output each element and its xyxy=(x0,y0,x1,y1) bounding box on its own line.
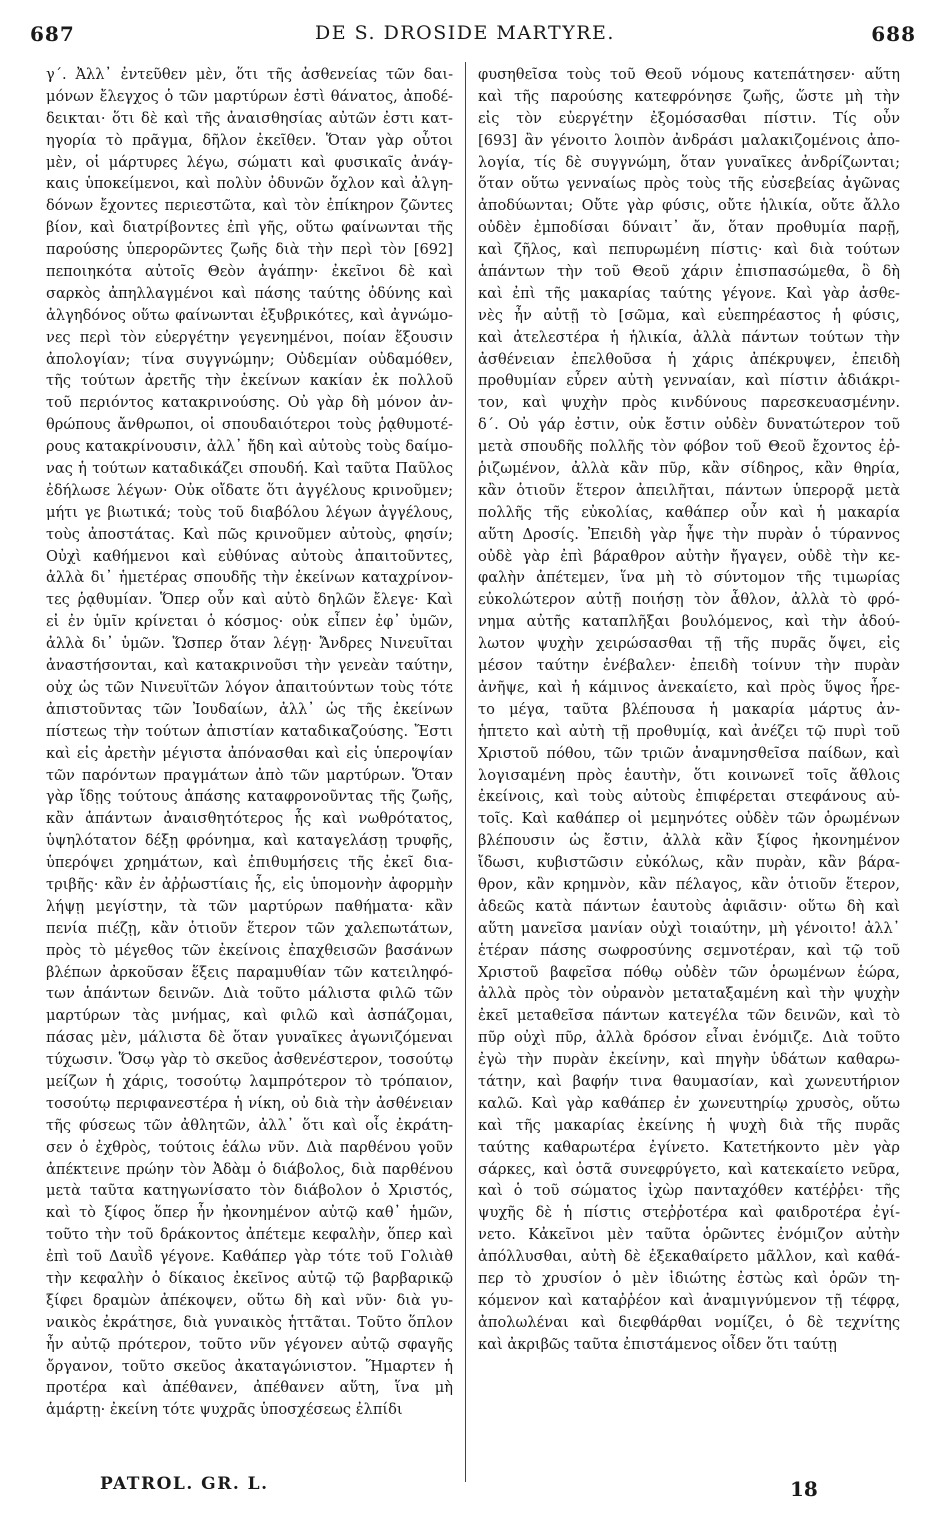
text-line: φαλὴν ἀπέτεμεν, ἵνα μὴ τὸ σύντομον τῆς τιμωρίας xyxy=(478,569,900,587)
text-line: μόνων ἔλεγχος ὁ τῶν μαρτύρων ἐστὶ θάνατος, ἀποδέ- xyxy=(46,87,453,105)
text-line: ἀπιστοῦντας τῶν Ἰουδαίων, ἀλλ᾽ ὡς τῆς ἐκείνων xyxy=(46,700,453,718)
text-line: περ τὸ χρυσίον ὁ μὲν ἰδιώτης ἐστὼς καὶ ὁρῶν τη- xyxy=(478,1269,900,1287)
column-divider xyxy=(465,62,466,1482)
text-line: ἦν αὐτῷ πρότερον, τοῦτο νῦν γέγονεν αὐτῷ σφαγῆς xyxy=(46,1335,453,1353)
text-line: ναικὸς ἐκράτησε, διὰ γυναικὸς ἡττᾶται. Τοῦτο ὅπλον xyxy=(46,1313,453,1331)
text-line: καὶ ἀτελεστέρα ἡ ἡλικία, ἀλλὰ πάντων τούτων τὴν xyxy=(478,328,900,346)
text-line: των ἁπάντων δεινῶν. Διὰ τοῦτο μάλιστα φιλῶ τῶν xyxy=(46,985,453,1003)
text-line: ἀνῆψε, καὶ ἡ κάμινος ἀνεκαίετο, καὶ πρὸς ὕψος ἦρε- xyxy=(478,678,900,696)
text-line: γ΄. Ἀλλ᾽ ἐντεῦθεν μὲν, ὅτι τῆς ἀσθενείας τῶν δαι- xyxy=(46,66,453,83)
text-line: ἀπολωλέναι καὶ διεφθάρθαι νομίζει, ὁ δὲ τεχνίτης xyxy=(478,1313,900,1331)
page-header xyxy=(0,22,930,52)
page-number-left: 687 xyxy=(30,22,75,46)
text-line: ἀπόλλυσθαι, αὐτὴ δὲ ἐξεκαθαίρετο μᾶλλον, καὶ καθά- xyxy=(478,1248,900,1266)
text-line: βλέπων ἀρκοῦσαν ἕξεις παραμυθίαν τῶν κατειληφό- xyxy=(46,963,453,981)
text-line: ἀδεῶς κατὰ πάντων ἑαυτοὺς ἀφιᾶσιν· οὕτω δὴ καὶ xyxy=(478,897,900,915)
text-line: τριβῆς· κἂν ἐν ἀῤῥωστίαις ἧς, εἰς ὑπομονὴν ἀφορμὴν xyxy=(46,875,453,893)
text-line: ἀπέκτεινε πρώην τὸν Ἀδὰμ ὁ διάβολος, διὰ παρθένου xyxy=(46,1160,453,1178)
text-line: τοὺς ἀποστάτας. Καὶ πῶς κρινοῦμεν αὐτοὺς, φησίν; xyxy=(46,525,453,543)
text-line: δ΄. Οὐ γάρ ἐστιν, οὐκ ἔστιν οὐδὲν δυνατώτερον τοῦ xyxy=(478,416,900,434)
text-line: ρους κατακρίνουσιν, ἀλλ᾽ ἤδη καὶ αὐτοὺς τοὺς δαίμο- xyxy=(46,438,453,456)
text-line: τοῦτο τὴν τοῦ δράκοντος ἀπέτεμε κεφαλὴν, ὅπερ καὶ xyxy=(46,1226,453,1244)
text-line: πολλῆς τῆς εὐκολίας, καθάπερ οὖν καὶ ἡ μακαρία xyxy=(478,503,900,521)
text-line: μήτι γε βιωτικά; τοὺς τοῦ διαβόλου λέγων ἀγγέλους, xyxy=(46,503,453,521)
text-line: λογισαμένη πρὸς ἑαυτὴν, ὅτι κοινωνεῖ τοῖς ἄθλοις xyxy=(478,766,900,784)
text-line: ψυχῆς δὲ ἡ πίστις στεῤῥοτέρα καὶ φαιδροτέρα ἐγί- xyxy=(478,1204,900,1222)
text-line: πῦρ οὐχὶ πῦρ, ἀλλὰ δρόσον εἶναι ἐνόμιζε. Διὰ τοῦτο xyxy=(478,1029,900,1047)
text-line: ὑπερόψει χρημάτων, καὶ ἐπιθυμήσεις τῆς ἐκεῖ δια- xyxy=(46,854,453,872)
text-line: ἡπτετο καὶ αὐτὴ τῇ προθυμίᾳ, καὶ ἀνέζει τῷ πυρὶ τοῦ xyxy=(478,722,900,740)
text-line: εἰς τὸν εὐεργέτην ἐξομόσασθαι πίστιν. Τίς οὖν xyxy=(478,109,900,127)
text-line: κἂν ὁτιοῦν ἕτερον ἀπειλῆται, πάντων ὑπερορᾷ μετὰ xyxy=(478,481,900,499)
text-line: καις ὑποκείμενοι, καὶ πολὺν ὀδυνῶν ὄχλον καὶ ἀλγη- xyxy=(46,175,453,193)
text-line: λήψῃ μεγίστην, τὰ τῶν μαρτύρων παθήματα· κἂν xyxy=(46,897,453,915)
text-line: ἀλλὰ πρὸς τὸν οὐρανὸν μεταταξαμένη καὶ τὴν ψυχὴν xyxy=(478,985,900,1003)
text-line: αὕτη Δροσίς. Ἐπειδὴ γὰρ ἧψε τὴν πυρὰν ὁ τύραννος xyxy=(478,525,900,543)
text-line: δεικται· ὅτι δὲ καὶ τῆς ἀναισθησίας αὐτῶν ἐστι κατ- xyxy=(46,109,453,127)
text-line: προτέρα καὶ ἀπέθανεν, ἀπέθανεν αὕτη, ἵνα μὴ xyxy=(46,1379,453,1397)
text-line: ὄργανον, τοῦτο σκεῦος ἀκαταγώνιστον. Ἥμαρτεν ἡ xyxy=(46,1357,453,1375)
text-line: βίον, καὶ διατρίβοντες ἐπὶ γῆς, οὕτω φαίνωνται τῆς xyxy=(46,219,453,237)
text-line: πενία πιέζῃ, κἂν ὁτιοῦν ἕτερον τῶν χαλεπωτάτων, xyxy=(46,919,453,937)
text-line: κόμενον καὶ καταῤῥέον καὶ ἀναμιγνύμενον τῇ τέφρᾳ, xyxy=(478,1291,900,1309)
text-line: λογία, τίς δὲ συγγνώμη, ὅταν γυναῖκες ἀνδρίζωνται; xyxy=(478,153,900,171)
text-line: καὶ τὸ ξίφος ὅπερ ἦν ἠκονημένον αὐτῷ καθ᾽ ἡμῶν, xyxy=(46,1204,453,1222)
text-line: ἁμάρτῃ· ἐκείνη τότε ψυχρᾶς ὑποσχέσεως ἐλπίδι xyxy=(46,1401,403,1419)
text-line: τάτην, καὶ βαφήν τινα θαυμασίαν, καὶ χωνευτήριον xyxy=(478,1072,900,1090)
text-line: ἐπὶ τοῦ Δαυῒδ γέγονε. Καθάπερ γὰρ τότε τοῦ Γολιὰθ xyxy=(46,1248,453,1266)
text-line: ταύτης καθαρωτέρα ἐγίνετο. Κατετήκοντο μὲν γὰρ xyxy=(478,1138,900,1156)
left-text-column xyxy=(46,64,453,1464)
text-line: τες ῥᾳθυμίαν. Ὅπερ οὖν καὶ αὐτὸ δηλῶν ἔλεγε· Καὶ xyxy=(46,591,453,609)
text-line: κἂν ἁπάντων ἀναισθητότερος ἧς καὶ νωθρότατος, xyxy=(46,810,453,828)
text-line: καὶ τῆς μακαρίας ἐκείνης ἡ ψυχὴ διὰ τῆς πυρᾶς xyxy=(478,1116,900,1134)
text-line: ἀσθένειαν ἐπελθοῦσα ἡ χάρις ἀπέκρυψεν, ἐπειδὴ xyxy=(478,350,900,368)
right-text-column xyxy=(478,64,900,1464)
text-line: δόνων ἔχοντες περιεστῶτα, καὶ τὸν ἐπίκηρον ζῶντες xyxy=(46,197,453,215)
text-line: τῶν παρόντων πραγμάτων ἀπὸ τῶν μαρτύρων. Ὅταν xyxy=(46,766,453,784)
text-line: οὐδὲ γὰρ ἐπὶ βάραθρον αὐτὴν ἤγαγεν, οὐδὲ τὴν κε- xyxy=(478,547,900,565)
text-line: Χριστοῦ βαφεῖσα πόθῳ οὐδὲν τῶν ὁρωμένων ἑώρα, xyxy=(478,963,900,981)
text-line: νας ἡ τούτων καταδικάζει σπουδή. Καὶ ταῦτα Παῦλος xyxy=(46,460,453,478)
text-line: νες περὶ τὸν εὐεργέτην γεγενημένοι, ποίαν ἕξουσιν xyxy=(46,328,453,346)
text-line: μαρτύρων τὰς μνήμας, καὶ φιλῶ καὶ ἀσπάζομαι, xyxy=(46,1007,453,1025)
text-line: τῆς τούτων ἀρετῆς τὴν ἐκείνων κακίαν ἐκ πολλοῦ xyxy=(46,372,453,390)
text-line: καὶ ἀκριβῶς ταῦτα ἐπιστάμενος οἶδεν ὅτι ταύτῃ xyxy=(478,1335,837,1353)
text-line: θρον, κἂν κρημνὸν, κἂν πέλαγος, κἂν ὁτιοῦν ἕτερον, xyxy=(478,875,900,893)
text-line: πρὸς τὸ μέγεθος τῶν ἐκείνοις ἐπαχθεισῶν βασάνων xyxy=(46,941,453,959)
text-line: νημα αὐτῆς καταπλῆξαι βουλόμενος, καὶ τὴν ἀδού- xyxy=(478,613,900,631)
text-line: θρώπους ἄνθρωποι, οἱ σπουδαιότεροι τοὺς ῥᾳθυμοτέ- xyxy=(46,416,453,434)
footer-source: PATROL. GR. L. xyxy=(100,1474,269,1494)
text-line: ὑψηλότατον δέξῃ φρόνημα, καὶ καταγελάσῃ τρυφῆς, xyxy=(46,832,453,850)
text-line: ἀποδύωνται; Οὔτε γὰρ φύσις, οὔτε ἡλικία, οὔτε ἄλλο xyxy=(478,197,900,215)
text-line: νὲς ἦν αὐτῇ τὸ [σῶμα, καὶ εὐεπηρέαστος ἡ φύσις, xyxy=(478,306,900,324)
text-line: καὶ ὁ τοῦ σώματος ἰχὼρ πανταχόθεν κατέῤῥει· τῆς xyxy=(478,1182,900,1200)
text-line: καλῶ. Καὶ γὰρ καθάπερ ἐν χωνευτηρίῳ χρυσὸς, οὕτω xyxy=(478,1094,900,1112)
text-line: μετὰ σπουδῆς πολλῆς τὸν φόβον τοῦ Θεοῦ ἔχοντος ἐῤ- xyxy=(478,438,900,456)
text-line: το μέγα, ταῦτα βλέπουσα ἡ μακαρία μάρτυς ἀν- xyxy=(478,700,900,718)
text-line: ῥιζωμένον, ἀλλὰ κἂν πῦρ, κἂν σίδηρος, κἂν θηρία, xyxy=(478,460,900,478)
text-line: μέσον ταύτην ἐνέβαλεν· ἐπειδὴ τοίνυν τὴν πυρὰν xyxy=(478,657,900,675)
text-line: μὲν, οἱ μάρτυρες λέγω, σώματι καὶ φυσικαῖς ἀνάγ- xyxy=(46,153,453,171)
running-title: DE S. DROSIDE MARTYRE. xyxy=(315,22,615,44)
text-line: ἐκεῖ μεταθεῖσα πάντων κατεγέλα τῶν δεινῶν, καὶ τὸ xyxy=(478,1007,900,1025)
text-line: βλέπουσιν ὡς ἔστιν, ἀλλὰ κἂν ξίφος ἠκονημένον xyxy=(478,832,900,850)
text-line: πίστεως τὴν τούτων ἀπιστίαν καταδικαζούσης. Ἔστι xyxy=(46,722,453,740)
text-line: ἀλλὰ δι᾽ ἡμετέρας σπουδῆς τὴν ἐκείνων καταχρίνον- xyxy=(46,569,453,587)
text-line: τον, καὶ ψυχὴν πρὸς κινδύνους παρεσκευασμένην. xyxy=(478,394,900,412)
text-line: τοσούτῳ περιφανεστέρα ἡ νίκη, οὐ διὰ τὴν ἀσθένειαν xyxy=(46,1094,453,1112)
text-line: παρούσης ὑπερορῶντες ζωῆς διὰ τὴν περὶ τὸν [692] xyxy=(46,241,453,259)
text-line: [693] ἂν γένοιτο λοιπὸν ἀνδράσι μαλακιζομένοις ἀπο- xyxy=(478,131,900,149)
text-line: οὐχ ὡς τῶν Νινευϊτῶν λόγον ἀπαιτούντων τοὺς τότε xyxy=(46,678,453,696)
text-line: τοῖς. Καὶ καθάπερ οἱ μεμηνότες οὐδὲν τῶν ὁρωμένων xyxy=(478,810,900,828)
text-line: αὕτη μανεῖσα μανίαν οὐχὶ τοιαύτην, μὴ γένοιτο! ἀλλ᾽ xyxy=(478,919,900,937)
text-line: ἁπάντων τὴν τοῦ Θεοῦ χάριν ἐπισπασώμεθα, ὃ δὴ xyxy=(478,263,900,281)
text-line: ἐγὼ τὴν πυρὰν ἐκείνην, καὶ πηγὴν ὑδάτων καθαρω- xyxy=(478,1051,900,1069)
text-line: πάσας μὲν, μάλιστα δὲ ὅταν γυναῖκες ἀγωνιζόμεναι xyxy=(46,1029,453,1047)
text-line: καὶ ζῆλος, καὶ πεπυρωμένη πίστις· καὶ διὰ τούτων xyxy=(478,241,900,259)
text-line: μετὰ ταῦτα κατηγωνίσατο τὸν διάβολον ὁ Χριστός, xyxy=(46,1182,453,1200)
text-line: Οὐχὶ καθήμενοι καὶ εὐθύνας αὐτοὺς ἀπαιτοῦντες, xyxy=(46,547,453,565)
text-line: ὅταν οὕτω γενναίως πρὸς τοὺς τῆς εὐσεβείας ἀγῶνας xyxy=(478,175,900,193)
text-line: καὶ τῆς παρούσης κατεφρόνησε ζωῆς, ὥστε μὴ τὴν xyxy=(478,87,900,105)
text-line: τοῦ περιόντος κατακρινούσης. Οὐ γὰρ δὴ μόνον ἀν- xyxy=(46,394,453,412)
text-line: ἐδήλωσε λέγων· Οὐκ οἴδατε ὅτι ἀγγέλους κρινοῦμεν; xyxy=(46,481,453,499)
footer-signature: 18 xyxy=(790,1477,818,1501)
text-line: σάρκες, καὶ ὀστᾶ συνεφρύγετο, καὶ κατεκαίετο νεῦρα, xyxy=(478,1160,900,1178)
text-line: σαρκὸς ἀπηλλαγμένοι καὶ πάσης ταύτης ὀδύνης καὶ xyxy=(46,284,453,302)
text-line: οὐδὲν ἐμποδίσαι δύναιτ᾽ ἄν, ὅταν προθυμία παρῇ, xyxy=(478,219,900,237)
text-line: γὰρ ἴδῃς τούτους ἁπάσης καταφρονοῦντας τῆς ζωῆς, xyxy=(46,788,453,806)
text-line: τὴν κεφαλὴν ὁ δίκαιος ἐκεῖνος αὐτῷ τῷ βαρβαρικῷ xyxy=(46,1269,453,1287)
text-line: εἰ ἐν ὑμῖν κρίνεται ὁ κόσμος· οὐκ εἶπεν ἐφ᾽ ὑμῶν, xyxy=(46,613,453,631)
text-line: ἀπολογίαν; τίνα συγγνώμην; Οὐδεμίαν οὐδαμόθεν, xyxy=(46,350,453,368)
text-line: τύχωσιν. Ὅσῳ γὰρ τὸ σκεῦος ἀσθενέστερον, τοσούτῳ xyxy=(46,1051,453,1069)
text-line: Χριστοῦ πόθου, τῶν τριῶν ἀναμνησθεῖσα παίδων, καὶ xyxy=(478,744,900,762)
text-line: εὐκολώτερον αὐτῇ ποιήσῃ τὸν ἆθλον, ἀλλὰ τὸ φρό- xyxy=(478,591,900,609)
text-line: προθυμίαν εὗρεν αὐτὴ γενναίαν, καὶ πίστιν ἀδιάκρι- xyxy=(478,372,900,390)
text-line: μείζων ἡ χάρις, τοσούτῳ λαμπρότερον τὸ τρόπαιον, xyxy=(46,1072,453,1090)
text-line: νετο. Κἀκεῖνοι μὲν ταῦτα ὁρῶντες ἐνόμιζον αὐτὴν xyxy=(478,1226,900,1244)
text-line: σεν ὁ ἐχθρὸς, τούτοις ἑάλω νῦν. Διὰ παρθένου γοῦν xyxy=(46,1138,453,1156)
text-line: ἑτέραν πάσης σωφροσύνης σεμνοτέραν, καὶ τῷ τοῦ xyxy=(478,941,900,959)
text-line: ἀναστήσονται, καὶ κατακρινοῦσι τὴν γενεὰν ταύτην, xyxy=(46,657,453,675)
text-line: ἐκείνοις, καὶ τοὺς αὐτοὺς ἐπιφέρεται στεφάνους αὐ- xyxy=(478,788,900,806)
text-line: ξίφει δραμὼν ἀπέκοψεν, οὕτω δὴ καὶ νῦν· διὰ γυ- xyxy=(46,1291,453,1309)
text-line: πεποιηκότα αὐτοῖς Θεὸν ἀγάπην· ἐκεῖνοι δὲ καὶ xyxy=(46,263,453,281)
text-line: τῆς φύσεως τῶν ἀθλητῶν, ἀλλ᾽ ὅτι καὶ οἷς ἐκράτη- xyxy=(46,1116,453,1134)
page-number-right: 688 xyxy=(871,22,916,46)
text-line: λωτον ψυχὴν χειρώσασθαι τῇ τῆς πυρᾶς ὄψει, εἰς xyxy=(478,635,900,653)
text-line: ἀλγηδόνος οὕτω φαίνωνται ἐξυβρικότες, καὶ ἀγνώμο- xyxy=(46,306,453,324)
text-line: ηγορία τὸ πρᾶγμα, δῆλον ἐκεῖθεν. Ὅταν γὰρ οὗτοι xyxy=(46,131,453,149)
text-line: ἴδωσι, κυβιστῶσιν εὐκόλως, κἂν πυρὰν, κἂν βάρα- xyxy=(478,854,900,872)
text-line: καὶ εἰς ἀρετὴν μέγιστα ἀπόνασθαι καὶ εἰς ὑπεροψίαν xyxy=(46,744,453,762)
text-line: φυσηθεῖσα τοὺς τοῦ Θεοῦ νόμους κατεπάτησεν· αὕτη xyxy=(478,66,900,83)
text-line: καὶ ἐπὶ τῆς μακαρίας ταύτης γέγονε. Καὶ γὰρ ἀσθε- xyxy=(478,284,900,302)
text-line: ἀλλὰ δι᾽ ὑμῶν. Ὥσπερ ὅταν λέγῃ· Ἄνδρες Νινευῖται xyxy=(46,635,453,653)
